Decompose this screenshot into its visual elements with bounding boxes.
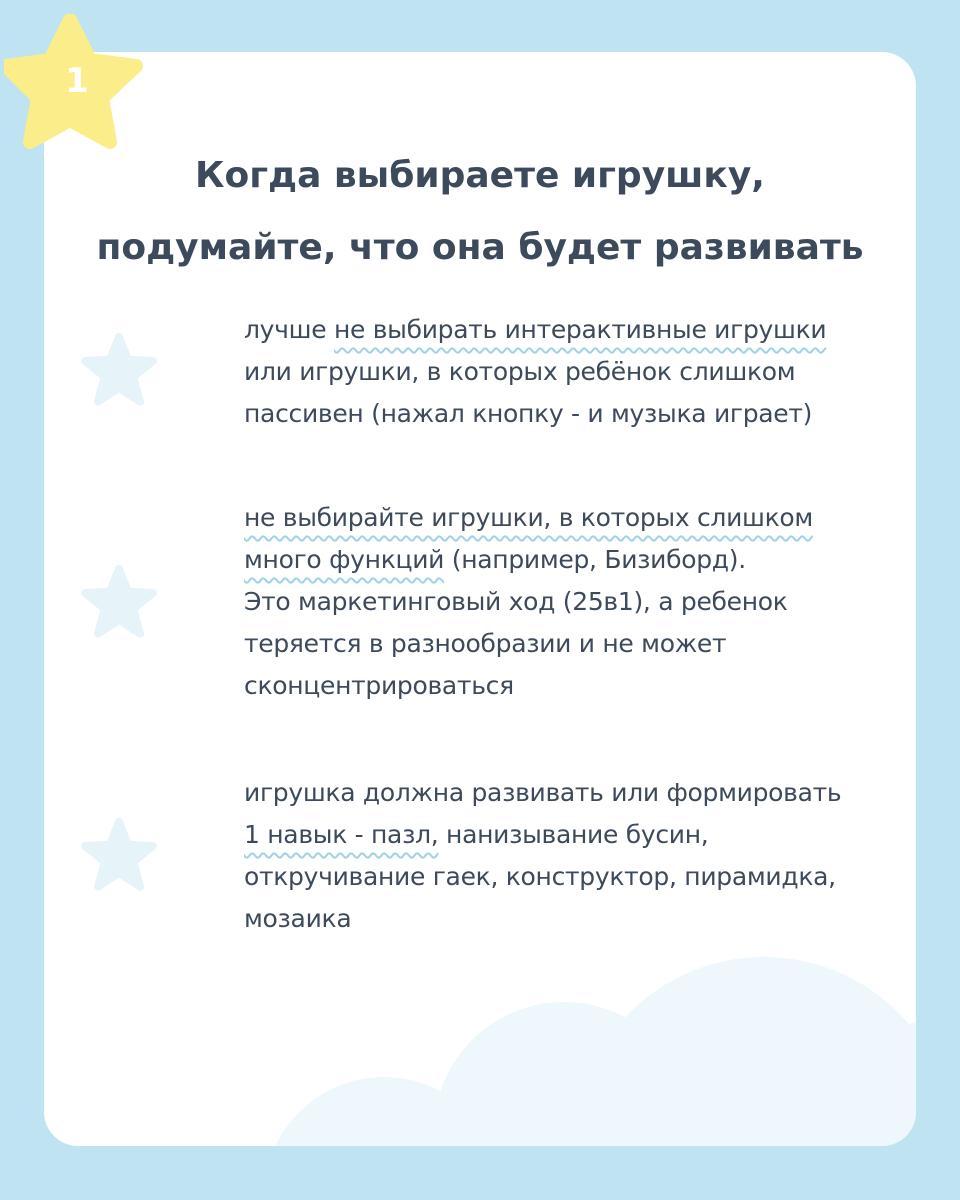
- title-line: подумайте, что она будет развивать: [96, 227, 864, 268]
- tip-line: откручивание гаек, конструктор, пирамидка,: [244, 862, 836, 891]
- title-line: Когда выбираете игрушку,: [195, 155, 765, 196]
- tip-item: [244, 497, 916, 707]
- tip-line: мозаика: [244, 904, 352, 933]
- star-icon: [80, 332, 158, 408]
- step-number-badge: 1: [65, 61, 89, 101]
- tip-line: [244, 497, 916, 539]
- highlighted-text: 1 навык - пазл,: [244, 820, 439, 849]
- tip-item: [244, 309, 916, 435]
- highlighted-text: много функций: [244, 545, 445, 574]
- tip-text: (например, Бизиборд).: [444, 545, 746, 574]
- tip-line: [244, 539, 916, 581]
- tip-text: лучше: [244, 315, 334, 344]
- highlighted-text: не выбирать интерактивные игрушки: [333, 315, 827, 344]
- tip-line: игрушка должна развивать или формировать: [244, 778, 842, 807]
- page-title: [44, 140, 916, 284]
- tip-text: нанизывание бусин,: [438, 820, 709, 849]
- content-card: [44, 52, 916, 1146]
- tip-line: теряется в разнообразии и не может: [244, 629, 727, 658]
- star-icon: [80, 817, 158, 893]
- tip-item: [244, 772, 916, 940]
- tip-line: Это маркетинговый ход (25в1), а ребенок: [244, 587, 788, 616]
- star-icon: [80, 564, 158, 640]
- tip-line: пассивен (нажал кнопку - и музыка играет): [244, 399, 813, 428]
- highlighted-text: не выбирайте игрушки, в которых слишком: [244, 503, 813, 532]
- tip-line: сконцентрироваться: [244, 671, 514, 700]
- tip-line: [244, 309, 916, 351]
- tip-line: [244, 814, 916, 856]
- tip-line: или игрушки, в которых ребёнок слишком: [244, 357, 796, 386]
